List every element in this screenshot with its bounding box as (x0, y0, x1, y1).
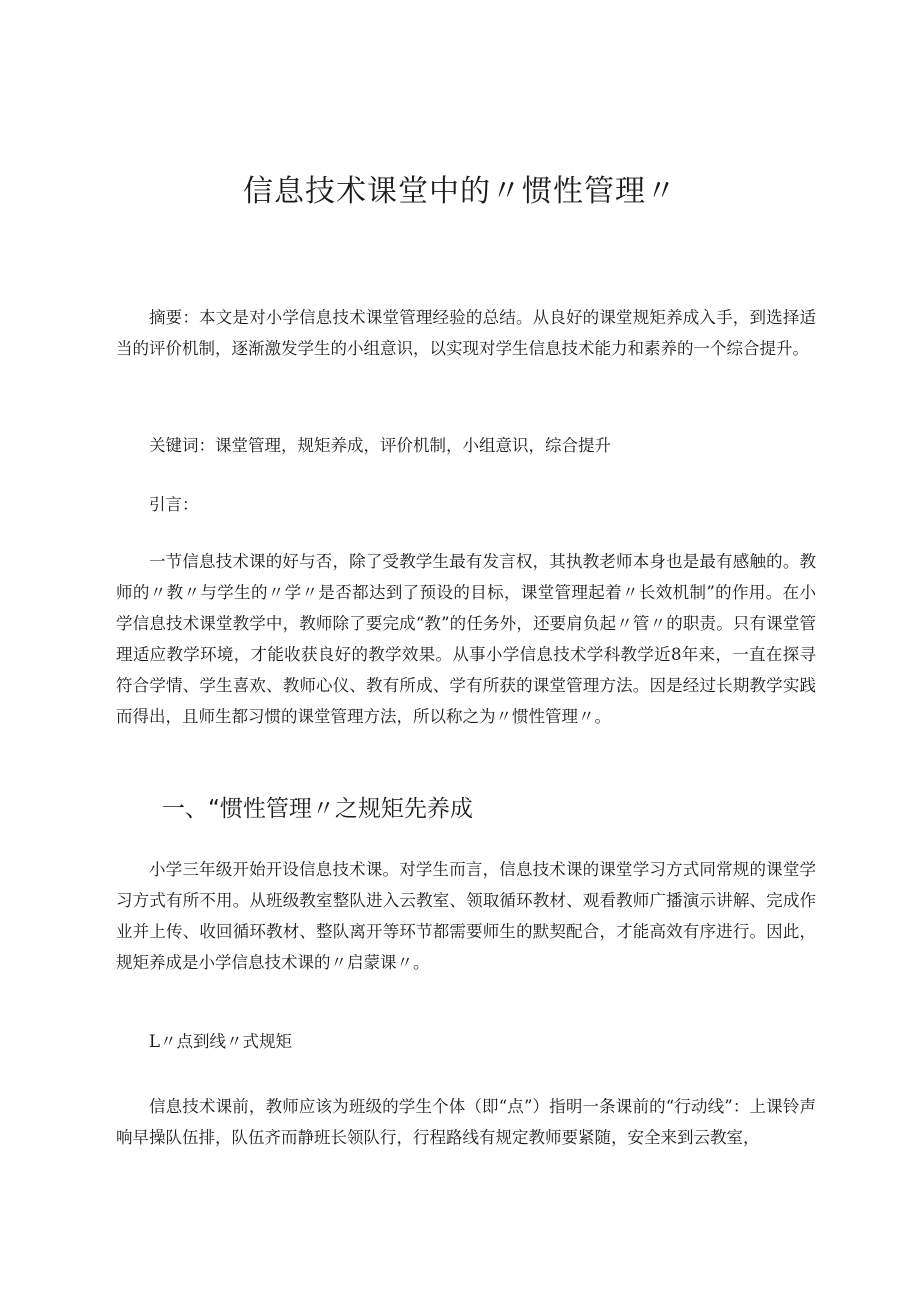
section-heading-1: 一、“惯性管理〃之规矩先养成 (162, 796, 473, 822)
section1-paragraph: 小学三年级开始开设信息技术课。对学生而言，信息技术课的课堂学习方式同常规的课堂学习方式有所不用。从班级教室整队进入云教室、领取循环教材、观看教师广播演示讲解、完成作业并上传、收回循环教材、整队离开等环节都需要师生的默契配合，才能高效有序进行。因此，规矩养成是小学信息技术课的〃启蒙课〃。 (116, 860, 816, 972)
subsection1-paragraph: 信息技术课前，教师应该为班级的学生个体（即“点”）指明一条课前的“行动线”：上课铃声响早操队伍排，队伍齐而静班长领队行，行程路线有规定教师要紧随，安全来到云教室， (116, 1097, 816, 1147)
keywords-paragraph: 关键词：课堂管理，规矩养成，评价机制，小组意识，综合提升 (149, 436, 611, 455)
subsection-heading-1: L〃点到线〃式规矩 (149, 1032, 292, 1051)
document-title: 信息技术课堂中的〃惯性管理〃 (243, 174, 677, 209)
intro-label: 引言： (149, 495, 199, 514)
abstract-paragraph: 摘要：本文是对小学信息技术课堂管理经验的总结。从良好的课堂规矩养成入手，到选择适当的评价机制，逐渐激发学生的小组意识，以实现对学生信息技术能力和素养的一个综合提升。 (116, 308, 816, 358)
intro-paragraph: 一节信息技术课的好与否，除了受教学生最有发言权，其执教老师本身也是最有感触的。教师的〃教〃与学生的〃学〃是否都达到了预设的目标，课堂管理起着〃长效机制”的作用。在小学信息技术课堂教学中，教师除了要完成“教”的任务外，还要肩负起〃管〃的职责。只有课堂管理适应教学环境，才能收获良好的教学效果。从事小学信息技术学科教学近8年来，一直在探寻符合学情、学生喜欢、教师心仪、教有所成、学有所获的课堂管理方法。因是经过长期教学实践而得出，且师生都习惯的课堂管理方法，所以称之为〃惯性管理〃。 (116, 552, 816, 726)
